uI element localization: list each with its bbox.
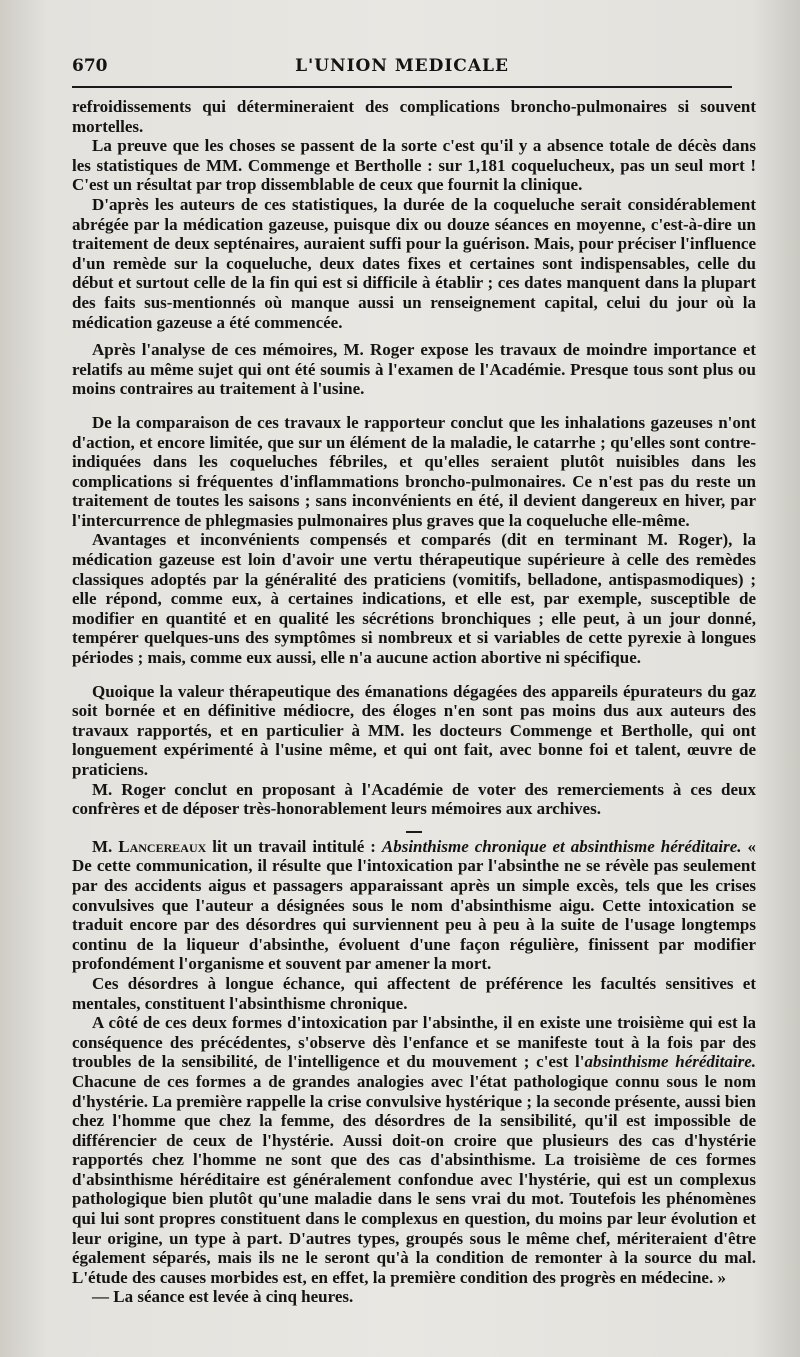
page-header (72, 52, 732, 82)
paragraph: Ces désordres à longue échance, qui affectent de préférence les facultés sensitives et mentales, constituent l'absinthisme chronique. (72, 973, 756, 1013)
text-run: Chacune de ces formes a de grandes analogies avec l'état pathologique connu sous le nom d'hystérie. La première rappelle la crise convulsive hystérique ; la seconde présente, aussi bien chez l'homme que chez la femme, des désordres de la sensibilité, qu'il est impossible de différencier de ceux de l'hystérie. Aussi doit-on croire que plusieurs des cas d'hystérie rapportés chez l'homme ne sont que des cas d'absinthisme. La troisième de ces formes d'absinthisme héréditaire est généralement confondue avec l'hystérie, qui est un complexus pathologique bien plutôt qu'une maladie dans le sens vrai du mot. Toutefois les phénomènes qui lui sont propres constituent dans le complexus en question, du moins par leur évolution et leur origine, un type à part. D'autres types, groupés sous le même chef, mériteraient d'être également séparés, mais ils ne le seront qu'à la condition de remonter à la source du mal. L'étude des causes morbides est, en effet, la première condition des progrès en médecine. » (72, 1071, 756, 1287)
text-run: A côté de ces deux formes d'intoxication par l'absinthe, il en existe une troisième qui est la conséquence des précédentes, s'observe dès l'enfance et se manifeste tout à la fois par des troubles de la sensibilité, de l'intelligence et du mouvement ; c'est l' (72, 1013, 756, 1072)
text-run: lit un travail intitulé : (206, 836, 382, 856)
paragraph: Après l'analyse de ces mémoires, M. Roger expose les travaux de moindre importance et relatifs au même sujet qui ont été soumis à l'examen de l'Académie. Presque tous sont plus ou moins contraires au traitement à l'usine. (72, 340, 756, 399)
closing-line: — La séance est levée à cinq heures. (92, 1287, 354, 1307)
text-run: M. (92, 836, 119, 856)
paragraph: M. Roger conclut en proposant à l'Académie de voter des remerciements à ces deux confrères et de déposer très-honorablement leurs mémoires aux archives. (72, 779, 756, 819)
paragraph: De la comparaison de ces travaux le rapporteur conclut que les inhalations gazeuses n'ont d'action, et encore limitée, que sur un élément de la maladie, le catarrhe ; qu'elles sont contre-indiquées dans les coqueluches fébriles, et qu'elles seraient plutôt nuisibles dans les complications si fréquentes d'inflammations broncho-pulmonaires. Ce n'est pas du reste un traitement de toutes les saisons ; sans inconvénients en été, il devient dangereux en hiver, par l'intercurrence de phlegmasies pulmonaires plus graves que la coqueluche elle-même. (72, 412, 756, 530)
section-dash (72, 821, 756, 833)
paragraph: refroidissements qui détermineraient des complications broncho-pulmonaires si souvent mortelles. (72, 97, 756, 136)
term: absinthisme héréditaire. (584, 1052, 756, 1072)
paragraph: La preuve que les choses se passent de la sorte c'est qu'il y a absence totale de décès dans les statistiques de MM. Commenge et Bertholle : sur 1,181 coquelucheux, pas un seul mort ! C'est un résultat par trop dissemblable de ceux que fournit la clinique. (72, 136, 756, 195)
paragraph-absinthisme (72, 1013, 756, 1287)
header-rule (72, 86, 732, 88)
text-run: « De cette communication, il résulte que l'intoxication par l'absinthe ne se révèle pas seulement par des accidents aigus et passagers apparaissant après un simple excès, tels que les crises convulsives que l'auteur a désignées sous le nom d'absinthisme aigu. Cette intoxication se traduit encore par des désordres qui surviennent peu à peu à la suite de l'usage longtemps continu de la liqueur d'absinthe, évoluent d'une façon régulière, finissent par modifier profondément l'organisme et souvent par amener la mort. (72, 836, 756, 974)
author-name: Lancereaux (118, 836, 207, 856)
page-number: 670 (72, 56, 108, 76)
paragraph: Avantages et inconvénients compensés et comparés (dit en terminant M. Roger), la médication gazeuse est loin d'avoir une vertu thérapeutique supérieure à celle des remèdes classiques adoptés par la généralité des praticiens (vomitifs, belladone, antispasmodiques) ; elle répond, comme eux, à certaines indications, et elle est, par exemple, susceptible de modifier en quantité et en qualité les sécrétions bronchiques ; elle peut, à un jour donné, tempérer quelques-uns des symptômes si nombreux et si variables de cette pyrexie à longues périodes ; mais, comme eux aussi, elle n'a aucune action abortive ni spécifique. (72, 530, 756, 668)
paragraph: Quoique la valeur thérapeutique des émanations dégagées des appareils épurateurs du gaz soit bornée et en définitive médiocre, des éloges n'en sont pas moins dus aux auteurs des travaux rapportés, et en particulier à MM. les docteurs Commenge et Bertholle, qui ont longuement expérimenté à l'usine même, et qui ont fait, avec bonne foi et talent, œuvre de praticiens. (72, 681, 756, 779)
paragraph: D'après les auteurs de ces statistiques, la durée de la coqueluche serait considérablement abrégée par la médication gazeuse, puisque dix ou douze séances en moyenne, c'est-à-dire un traitement de deux septénaires, auraient suffi pour la guérison. Mais, pour préciser l'influence d'un remède sur la coqueluche, deux dates fixes et certaines sont indispensables, celle du début et surtout celle de la fin qui est si difficile à établir ; ces dates manquent dans la plupart des faits sus-mentionnés où manque aussi un renseignement capital, celui du jour où la médication gazeuse a été commencée. (72, 194, 756, 332)
running-title: L'UNION MEDICALE (295, 56, 509, 76)
article-body (72, 97, 756, 1307)
work-title: Absinthisme chronique et absinthisme héréditaire. (381, 836, 742, 856)
paragraph-lancereaux (72, 837, 756, 974)
